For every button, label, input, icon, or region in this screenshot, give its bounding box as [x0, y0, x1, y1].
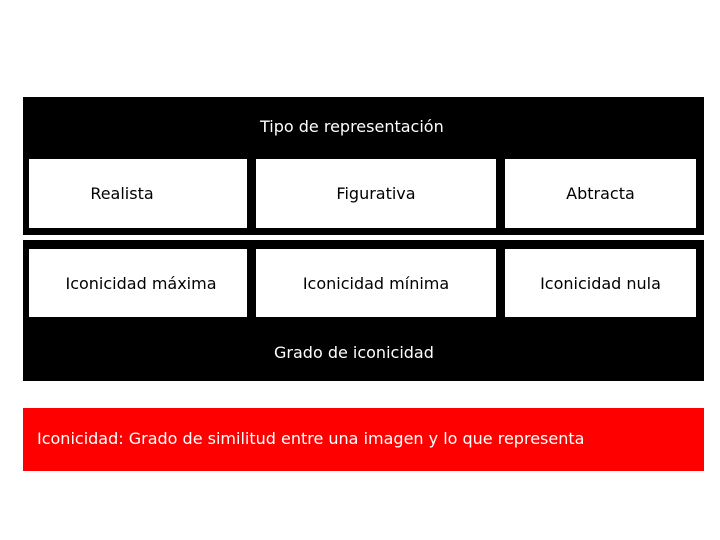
realista-cell — [29, 159, 247, 228]
abtracta-label: Abtracta — [566, 184, 635, 203]
figurativa-label: Figurativa — [336, 184, 416, 203]
definition-text: Iconicidad: Grado de similitud entre una imagen y lo que representa — [37, 429, 585, 448]
representation-type-title: Tipo de representación — [260, 117, 444, 136]
iconicidad-minima-label: Iconicidad mínima — [302, 273, 450, 293]
abtracta-cell — [505, 159, 696, 228]
definition-box — [23, 408, 704, 471]
realista-label: Realista — [90, 184, 154, 203]
iconicidad-maxima-cell — [29, 249, 247, 317]
iconicidad-nula-cell — [505, 249, 696, 317]
iconicidad-nula-label: Iconicidad nula — [540, 273, 661, 293]
iconicidad-minima-cell — [256, 249, 496, 317]
figurativa-cell — [256, 159, 496, 228]
iconicidad-maxima-label: Iconicidad máxima — [65, 273, 217, 293]
iconicity-degree-title: Grado de iconicidad — [274, 343, 434, 362]
